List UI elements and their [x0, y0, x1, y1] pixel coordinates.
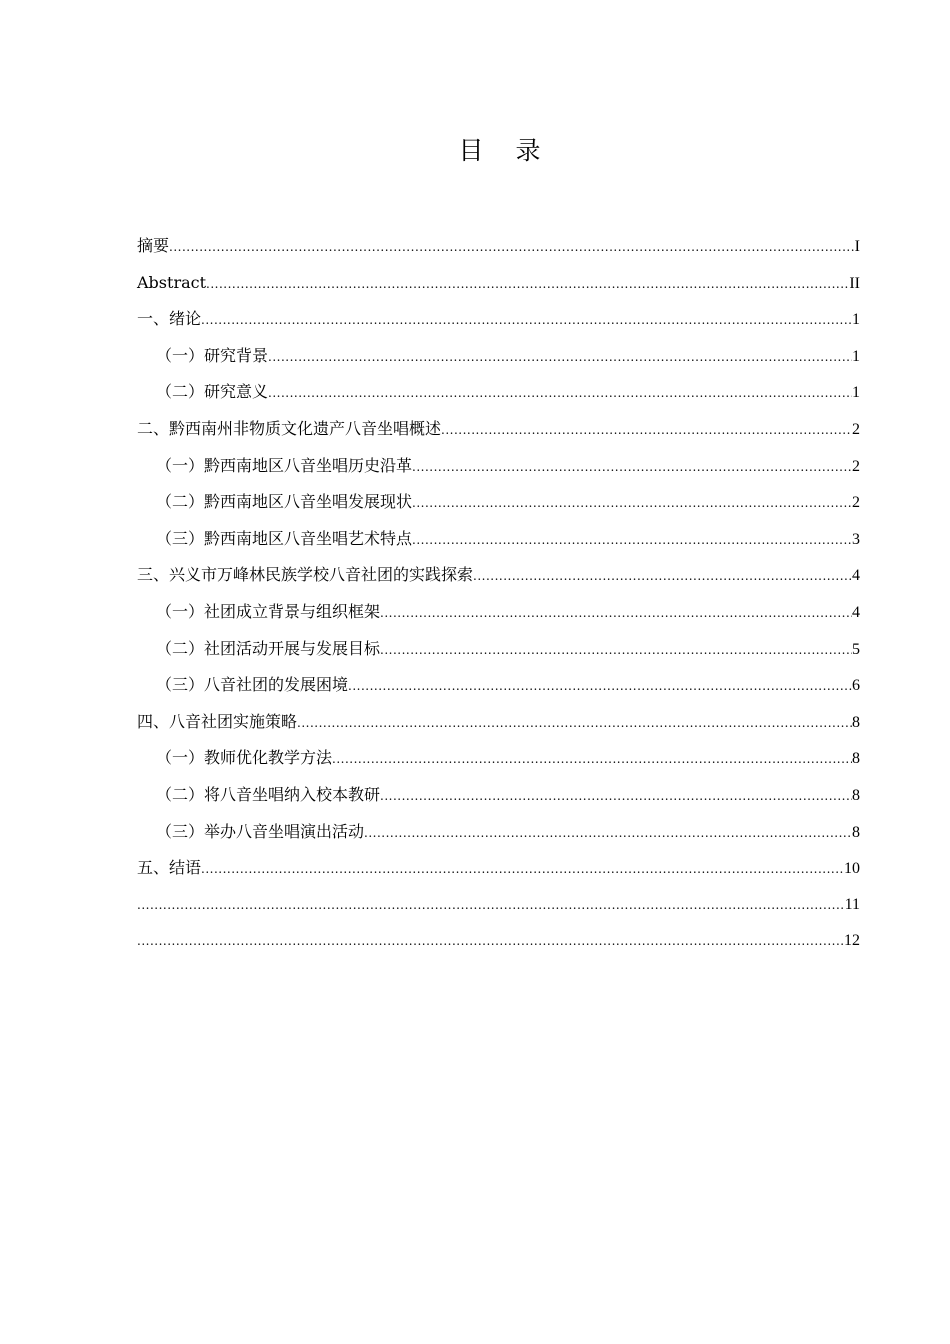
toc-entry[interactable] [137, 814, 860, 851]
toc-page-number: 4 [852, 567, 860, 585]
toc-entry[interactable] [137, 301, 860, 338]
toc-page-number: 11 [844, 895, 860, 913]
toc-entry-label: （三）黔西南地区八音坐唱艺术特点 [156, 528, 413, 548]
toc-entry[interactable] [137, 740, 860, 777]
toc-entry[interactable] [137, 265, 860, 302]
toc-page-number: 1 [852, 384, 860, 402]
toc-page-number: I [854, 238, 860, 255]
toc-dot-leader [412, 522, 852, 559]
toc-entry-label: （一）教师优化教学方法 [156, 748, 333, 768]
toc-entry-label: 四、八音社团实施策略 [137, 711, 298, 731]
toc-entry[interactable] [137, 631, 860, 668]
toc-entry[interactable] [137, 704, 860, 741]
toc-page-number: 2 [852, 420, 860, 438]
toc-entry[interactable] [137, 411, 860, 448]
toc-page-number: 10 [844, 860, 860, 878]
toc-entry-label: 一、绪论 [137, 309, 202, 329]
toc-entry[interactable] [137, 338, 860, 375]
toc-entry[interactable] [137, 594, 860, 631]
toc-entry-label: 三、兴义市万峰林民族学校八音社团的实践探索 [137, 565, 474, 585]
toc-entry[interactable] [137, 777, 860, 814]
toc-entry[interactable] [137, 667, 860, 704]
toc-entry[interactable] [137, 521, 860, 558]
toc-dot-leader [297, 705, 852, 742]
toc-dot-leader [201, 302, 852, 339]
toc-entry[interactable] [137, 923, 860, 960]
toc-dot-leader [380, 632, 852, 669]
toc-entry[interactable] [137, 850, 860, 887]
toc-entry-label: 摘要 [137, 236, 170, 255]
toc-entry[interactable] [137, 448, 860, 485]
toc-entry-label: （三）举办八音坐唱演出活动 [156, 821, 365, 841]
toc-dot-leader [332, 741, 852, 778]
toc-page-number: 8 [852, 750, 860, 768]
toc-page-number: 6 [852, 677, 860, 695]
toc-dot-leader [348, 668, 852, 705]
toc-dot-leader [473, 558, 852, 595]
toc-entry-label: 五、结语 [137, 858, 202, 878]
toc-page-number: 3 [852, 530, 860, 548]
toc-page-number: 2 [852, 457, 860, 475]
toc-entry-label: Abstract [137, 272, 207, 292]
toc-page-number: 2 [852, 494, 860, 512]
toc-dot-leader [137, 887, 845, 924]
toc-entry-label: （一）社团成立背景与组织框架 [156, 601, 381, 621]
toc-dot-leader [268, 339, 852, 376]
toc-page-number: II [849, 274, 860, 292]
toc-page-number: 1 [852, 347, 860, 365]
toc-entry[interactable] [137, 228, 860, 265]
toc-dot-leader [169, 229, 855, 266]
toc-dot-leader [268, 375, 852, 412]
toc-page-number: 12 [844, 932, 860, 950]
toc-page-number: 1 [852, 311, 860, 329]
toc-entry-label: （三）八音社团的发展困境 [156, 675, 349, 695]
toc-entry-label: （一）研究背景 [156, 345, 269, 365]
toc-dot-leader [380, 595, 852, 632]
toc-dot-leader [412, 449, 852, 486]
toc-entry-label: 二、黔西南州非物质文化遗产八音坐唱概述 [137, 418, 442, 438]
toc-dot-leader [441, 412, 852, 449]
toc-entry-label: （二）研究意义 [156, 382, 269, 402]
toc-dot-leader [201, 851, 844, 888]
toc-entry[interactable] [137, 374, 860, 411]
toc-entry-label: （一）黔西南地区八音坐唱历史沿革 [156, 455, 413, 475]
toc-page-number: 8 [852, 823, 860, 841]
toc-dot-leader [412, 485, 852, 522]
table-of-contents [137, 228, 860, 960]
toc-page-number: 8 [852, 713, 860, 731]
toc-entry-label: （二）黔西南地区八音坐唱发展现状 [156, 492, 413, 512]
toc-dot-leader [206, 266, 849, 303]
toc-entry[interactable] [137, 887, 860, 924]
toc-dot-leader [380, 778, 852, 815]
page-title: 目 录 [458, 136, 553, 165]
toc-page-number: 4 [852, 603, 860, 621]
toc-page-number: 5 [852, 640, 860, 658]
toc-page-number: 8 [852, 786, 860, 804]
toc-dot-leader [137, 923, 844, 960]
toc-entry[interactable] [137, 557, 860, 594]
toc-entry-label: （二）社团活动开展与发展目标 [156, 638, 381, 658]
toc-entry[interactable] [137, 484, 860, 521]
toc-dot-leader [364, 815, 852, 852]
toc-entry-label: （二）将八音坐唱纳入校本教研 [156, 784, 381, 804]
